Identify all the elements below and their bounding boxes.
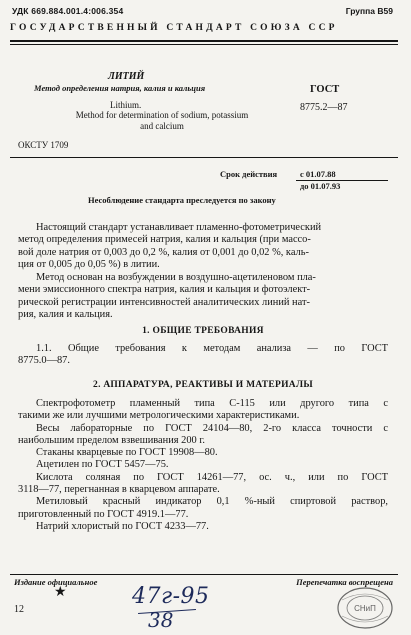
gost-number: 8775.2—87 xyxy=(300,102,348,113)
text-line: Ацетилен по ГОСТ 5457—75. xyxy=(36,459,169,471)
text-line: Метод основан на возбуждении в воздушно-ацетиленовом пла- xyxy=(36,272,316,283)
library-stamp xyxy=(336,586,394,630)
handwritten-line: 38 xyxy=(148,608,174,632)
document-subtitle-ru: Метод определения натрия, калия и кальция xyxy=(34,83,206,93)
validity-label: Срок действия xyxy=(220,169,278,179)
subtitle-en-line: and calcium xyxy=(140,121,184,131)
text-line: Настоящий стандарт устанавливает пламенно-фотометрический xyxy=(36,222,322,233)
text-line: такими же или лучшими метрологическими характеристиками. xyxy=(18,410,300,422)
stamp-text: СНиП xyxy=(354,604,376,613)
text-line: Натрий хлористый по ГОСТ 4233—77. xyxy=(36,520,209,532)
section-heading-equipment: 2. АППАРАТУРА, РЕАКТИВЫ И МАТЕРИАЛЫ xyxy=(93,380,313,390)
text-line: рической регистрации интенсивностей аналитических линий нат- xyxy=(18,296,310,308)
intro-paragraph-method xyxy=(18,272,388,321)
law-notice: Несоблюдение стандарта преследуется по закону xyxy=(88,195,276,205)
document-title-ru: ЛИТИЙ xyxy=(108,71,145,82)
section-heading-general: 1. ОБЩИЕ ТРЕБОВАНИЯ xyxy=(142,326,264,336)
text-line: рия, калия и кальция. xyxy=(18,308,113,320)
star-icon: ★ xyxy=(54,585,67,600)
text-line: Кислота соляная по ГОСТ 14261—77, ос. ч., или по ГОСТ xyxy=(36,471,388,483)
validity-to: до 01.07.93 xyxy=(300,181,341,191)
header-rule-thick xyxy=(10,40,398,42)
validity-from: с 01.07.88 xyxy=(300,169,336,179)
standard-title: ГОСУДАРСТВЕННЫЙ СТАНДАРТ СОЮЗА ССР xyxy=(10,23,338,33)
oksty-code: ОКСТУ 1709 xyxy=(18,140,69,150)
section1-paragraph xyxy=(18,343,388,368)
text-line: 8775.0—87. xyxy=(18,355,70,367)
text-line: Стаканы кварцевые по ГОСТ 19908—80. xyxy=(36,447,218,459)
udk-code: УДК 669.884.001.4:006.354 xyxy=(12,6,124,16)
text-line: наибольшим пределом взвешивания 200 г. xyxy=(18,434,205,446)
handwritten-annotation xyxy=(128,584,232,632)
intro-paragraph-scope xyxy=(18,222,388,271)
text-line: Спектрофотометр пламенный типа С-115 или другого типа с xyxy=(36,398,388,409)
equipment-list xyxy=(18,398,388,533)
text-line: метод определения примесей натрия, калия и кальция (при массо- xyxy=(18,234,311,246)
reprint-prohibited-note: Перепечатка воспрещена xyxy=(296,577,393,587)
text-line: приготовленный по ГОСТ 4919.1—77. xyxy=(18,508,189,520)
official-edition-note: Издание официальное xyxy=(14,577,98,587)
gost-label: ГОСТ xyxy=(310,84,340,95)
text-line: ция от 0,005 до 0,05 %) в литии. xyxy=(18,258,160,270)
text-line: вой доле натрия от 0,003 до 0,2 %, калия от 0,001 до 0,02 %, каль- xyxy=(18,246,309,258)
title-block-rule xyxy=(10,157,398,158)
document-subtitle-en xyxy=(34,110,290,132)
document-title-en: Lithium. xyxy=(110,100,142,110)
text-line: Весы лабораторные по ГОСТ 24104—80, 2-го класса точности с xyxy=(36,422,388,434)
footer-rule xyxy=(10,574,398,575)
text-line: 1.1. Общие требования к методам анализа — по ГОСТ xyxy=(36,343,388,354)
text-line: мени эмиссионного спектра натрия, калия и кальция и фотоэлект- xyxy=(18,284,311,296)
header-rule-thin xyxy=(10,44,398,45)
text-line: 3118—77, перегнанная в кварцевом аппарате. xyxy=(18,484,220,496)
subtitle-en-line: Method for determination of sodium, potassium xyxy=(75,110,249,120)
handwritten-line: 47г-95 xyxy=(132,584,210,609)
group-code: Группа В59 xyxy=(345,6,393,16)
page-number: 12 xyxy=(14,604,24,615)
text-line: Метиловый красный индикатор 0,1 %-ный спиртовой раствор, xyxy=(36,496,388,508)
